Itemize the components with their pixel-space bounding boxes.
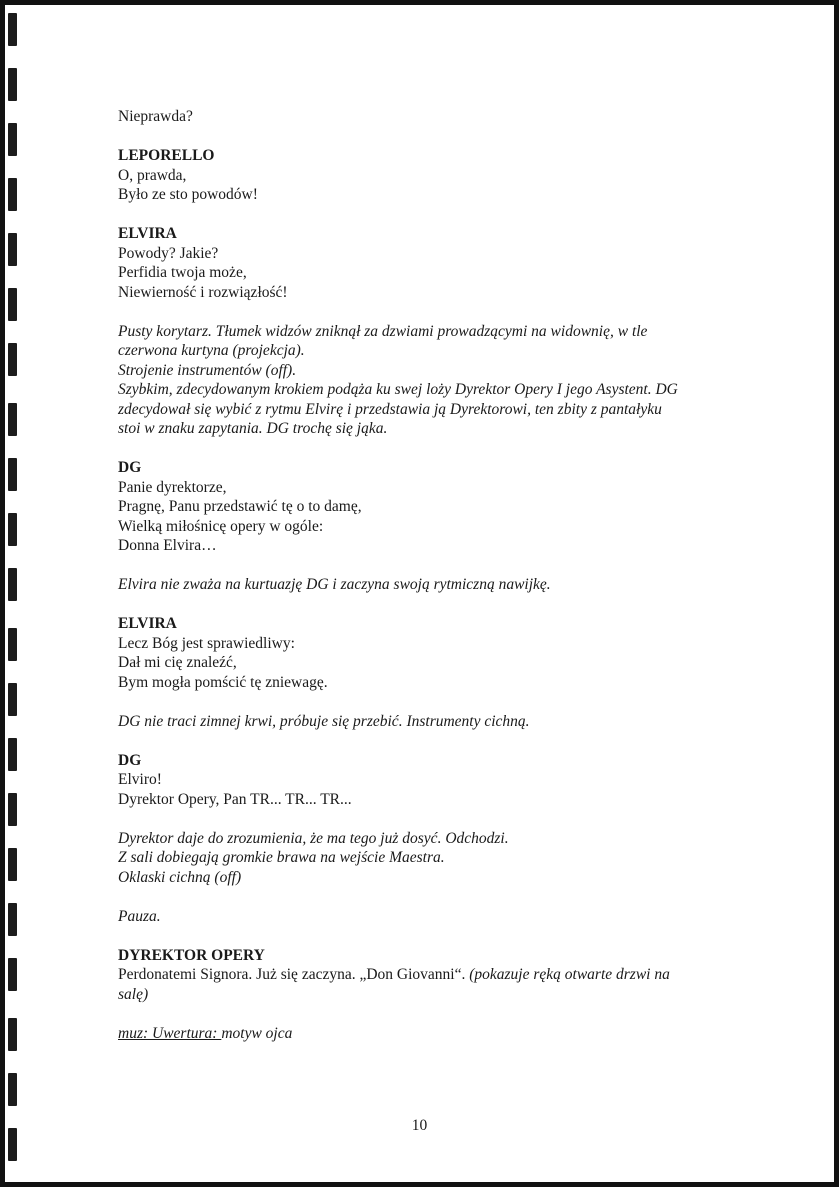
music-cue — [118, 1024, 733, 1044]
binding-hole — [8, 848, 17, 881]
dg-dialogue-1 — [118, 458, 733, 556]
binding-hole — [8, 568, 17, 601]
dialogue-line: Lecz Bóg jest sprawiedliwy: — [118, 634, 295, 652]
opening-line — [118, 107, 733, 127]
binding-hole — [8, 68, 17, 101]
binding-hole — [8, 458, 17, 491]
binding-hole — [8, 628, 17, 661]
dialogue-line: Nieprawda? — [118, 108, 193, 125]
dialogue-line: Perfidia twoja może, — [118, 264, 247, 281]
stage-direction-4 — [118, 829, 733, 888]
music-cue-text: motyw ojca — [221, 1024, 293, 1042]
stage-direction-1 — [118, 322, 733, 439]
dialogue-line: Powody? Jakie? — [118, 244, 219, 262]
binding-hole — [8, 1073, 17, 1106]
stage-line: Pusty korytarz. Tłumek widzów zniknął za dzwiami prowadzącymi na widownię, w tle — [118, 322, 648, 340]
leporello-dialogue — [118, 146, 733, 205]
stage-line: zdecydował się wybić z rytmu Elvirę i przedstawia ją Dyrektorowi, ten zbity z pantałyku — [118, 400, 662, 418]
dialogue-text: Perdonatemi Signora. Już się zaczyna. „Don Giovanni“. — [118, 966, 470, 983]
binding-hole — [8, 738, 17, 771]
binding-hole — [8, 123, 17, 156]
dialogue-line: Pragnę, Panu przedstawić tę o to damę, — [118, 498, 362, 515]
dyrektor-dialogue — [118, 946, 733, 1005]
dialogue-line: Donna Elvira… — [118, 537, 217, 554]
stage-line: Oklaski cichną (off) — [118, 868, 242, 886]
binding-hole — [8, 288, 17, 321]
stage-line: stoi w znaku zapytania. DG trochę się jąka. — [118, 420, 388, 437]
binding-hole — [8, 403, 17, 436]
music-line — [118, 1024, 733, 1044]
binding-hole — [8, 1018, 17, 1051]
stage-line: DG nie traci zimnej krwi, próbuje się przebić. Instrumenty cichną. — [118, 712, 530, 730]
stage-line: czerwona kurtyna (projekcja). — [118, 342, 305, 359]
stage-line: Dyrektor daje do zrozumienia, że ma tego już dosyć. Odchodzi. — [118, 829, 509, 847]
binding-hole — [8, 513, 17, 546]
elvira-dialogue-1 — [118, 224, 733, 302]
dg-dialogue-2 — [118, 751, 733, 810]
dialogue-line: Panie dyrektorze, — [118, 478, 227, 496]
stage-line: Elvira nie zważa na kurtuazję DG i zaczyna swoją rytmiczną nawijkę. — [118, 576, 551, 593]
script-text — [118, 107, 733, 1063]
dialogue-line: Dał mi cię znaleźć, — [118, 654, 237, 671]
dialogue-line: O, prawda, — [118, 166, 187, 184]
stage-line: Pauza. — [118, 907, 161, 925]
stage-line: Z sali dobiegają gromkie brawa na wejście Maestra. — [118, 849, 445, 866]
binding-hole — [8, 903, 17, 936]
binding-hole — [8, 13, 17, 46]
binding-hole — [8, 233, 17, 266]
dialogue-line: Było ze sto powodów! — [118, 186, 258, 203]
binding-hole — [8, 683, 17, 716]
binding-hole — [8, 793, 17, 826]
speaker-name: DYREKTOR OPERY — [118, 946, 265, 964]
stage-direction-3 — [118, 712, 733, 732]
speaker-name: ELVIRA — [118, 615, 177, 632]
dialogue-line: Elviro! — [118, 771, 162, 788]
dialogue-line: Wielką miłośnicę opery w ogóle: — [118, 517, 324, 535]
stage-line: Szybkim, zdecydowanym krokiem podąża ku swej loży Dyrektor Opery I jego Asystent. DG — [118, 381, 678, 398]
dialogue-line: Niewierność i rozwiązłość! — [118, 283, 288, 301]
speaker-name: LEPORELLO — [118, 147, 215, 164]
inline-stage-direction: salę) — [118, 985, 149, 1003]
binding-holes — [5, 5, 21, 1182]
stage-direction-5 — [118, 907, 733, 927]
binding-hole — [8, 958, 17, 991]
stage-line: Strojenie instrumentów (off). — [118, 361, 297, 379]
dialogue-line — [118, 965, 733, 985]
page-number: 10 — [411, 1117, 428, 1134]
elvira-dialogue-2 — [118, 614, 733, 692]
speaker-name: DG — [118, 459, 142, 476]
music-cue-label: muz: Uwertura: — [118, 1024, 222, 1042]
dialogue-line: Dyrektor Opery, Pan TR... TR... TR... — [118, 790, 352, 808]
binding-hole — [8, 343, 17, 376]
inline-stage-direction: (pokazuje ręką otwarte drzwi na — [469, 966, 670, 983]
dialogue-line: Bym mogła pomścić tę zniewagę. — [118, 673, 328, 691]
binding-hole — [8, 178, 17, 211]
stage-direction-2 — [118, 575, 733, 595]
speaker-name: DG — [118, 751, 142, 769]
speaker-name: ELVIRA — [118, 225, 177, 242]
